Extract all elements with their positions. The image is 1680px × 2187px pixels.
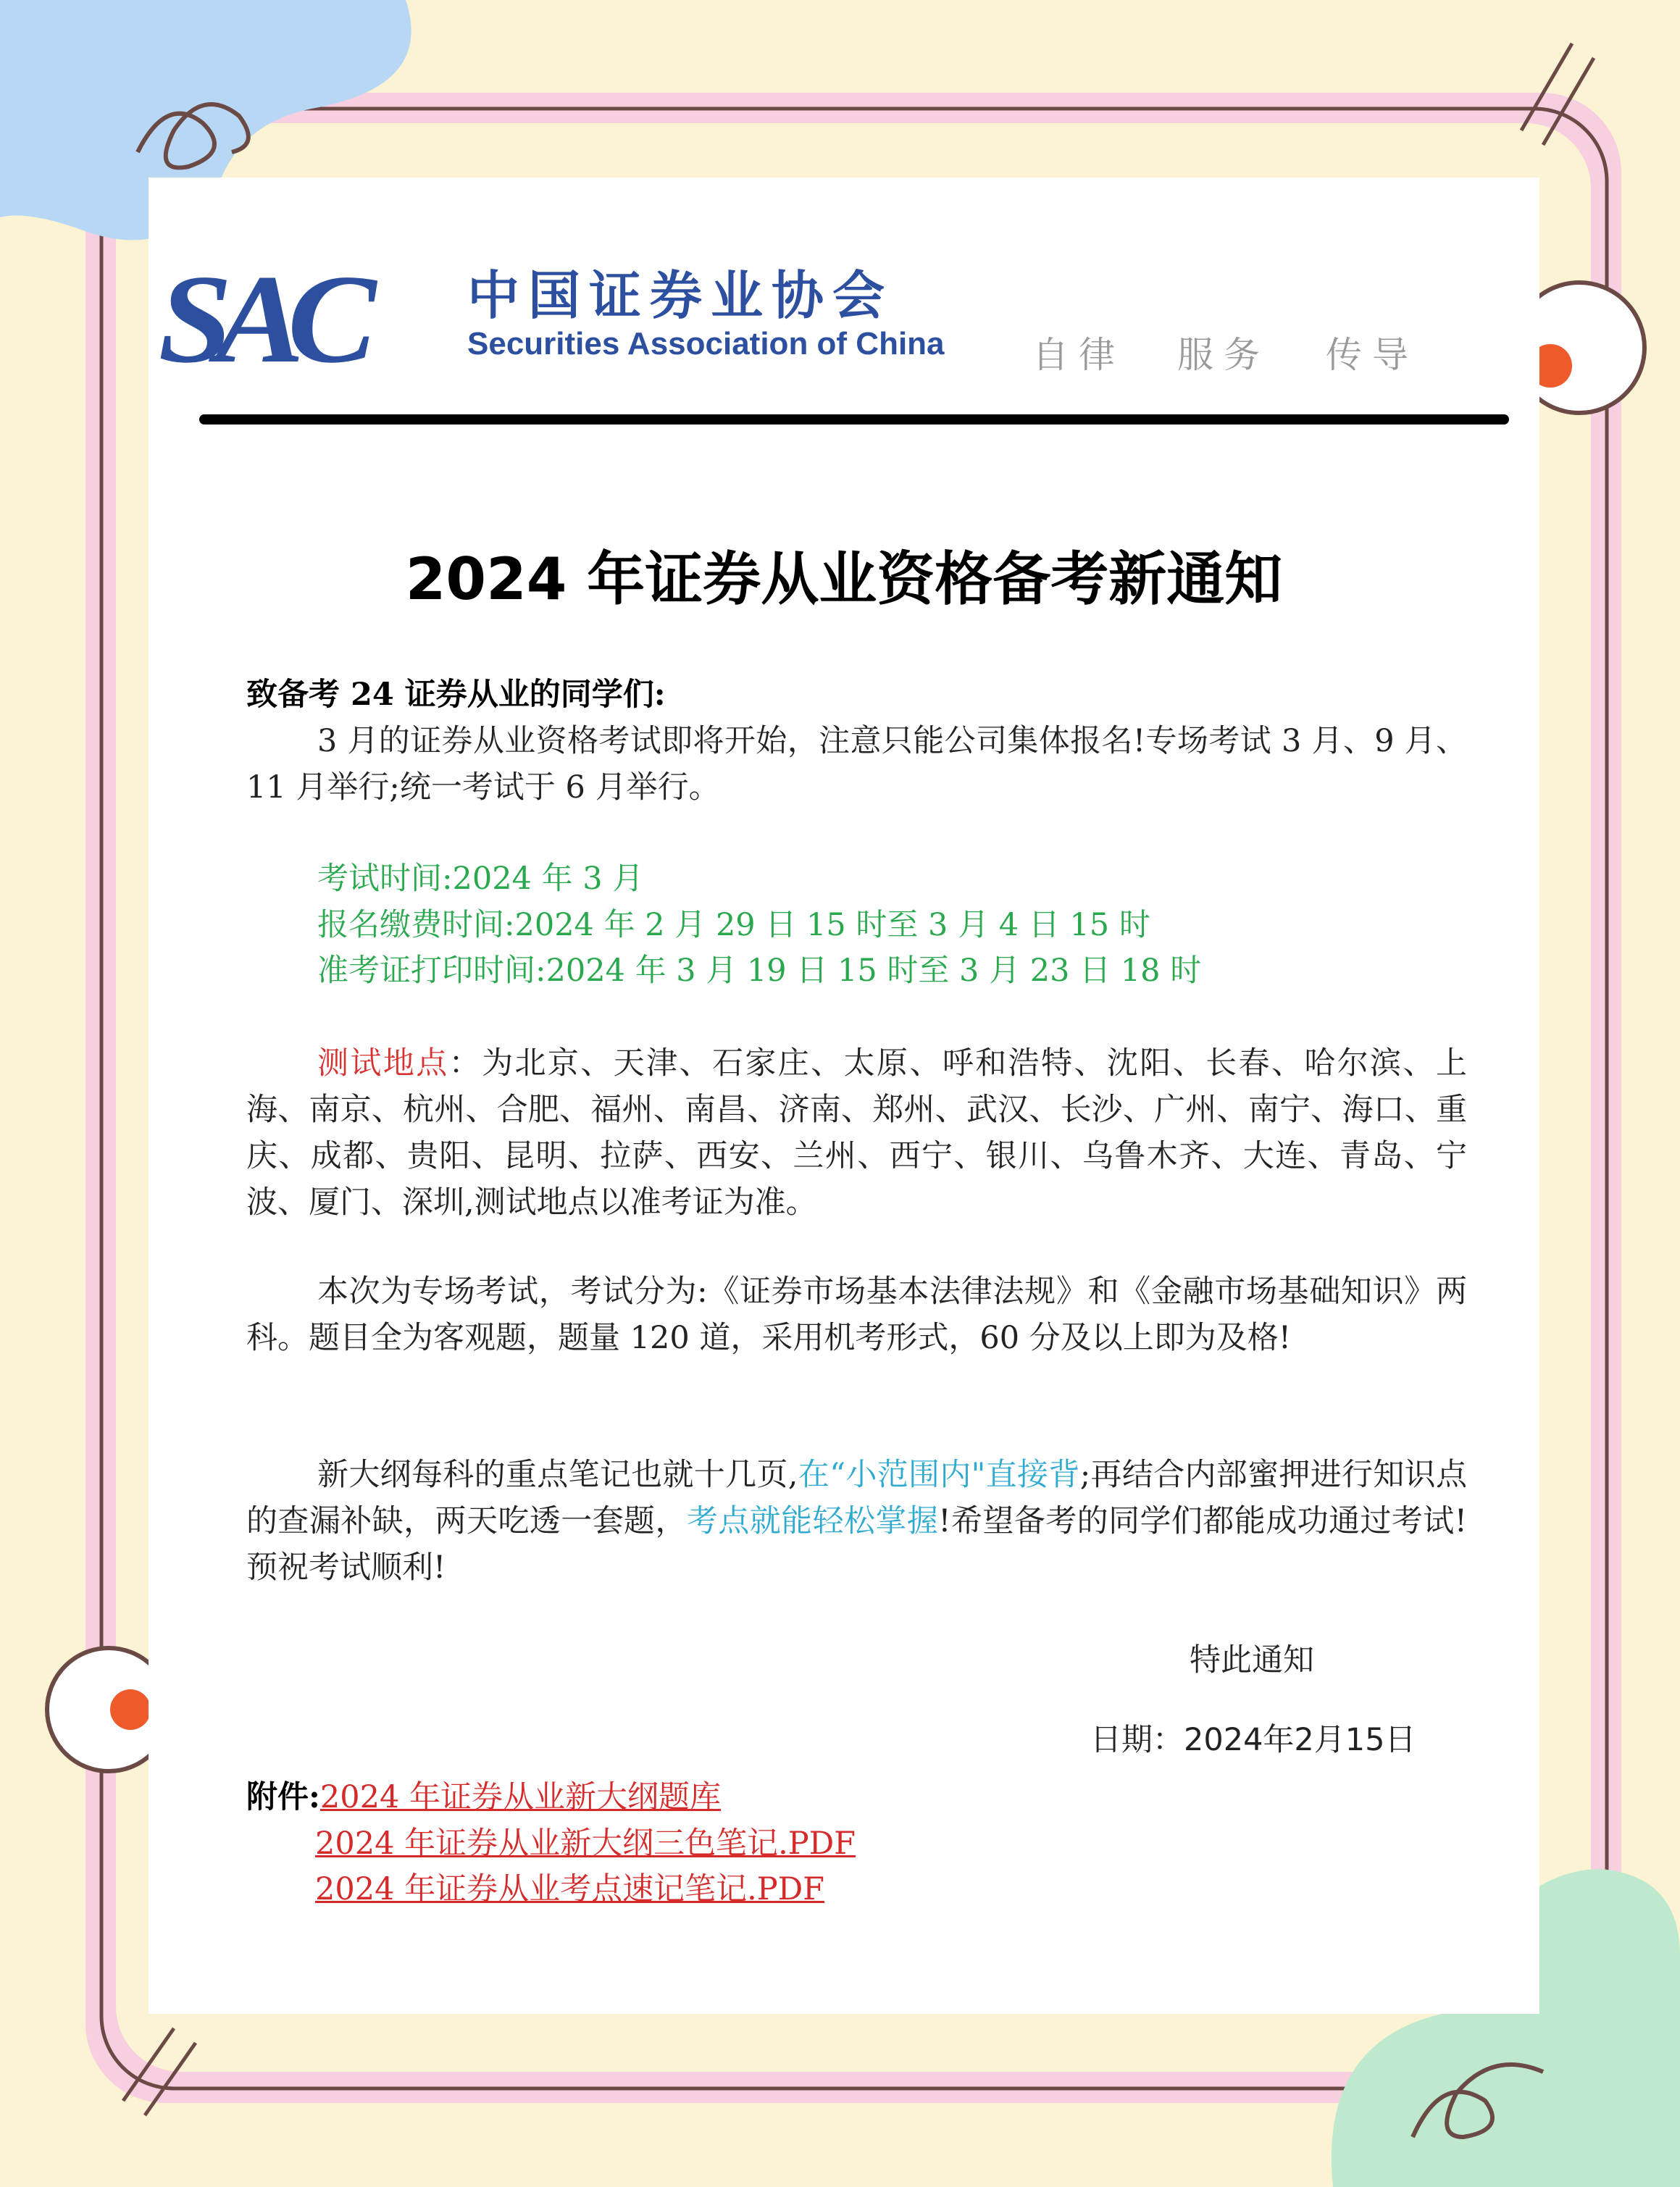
schedule-exam-time: 考试时间:2024 年 3 月: [317, 861, 644, 897]
notes-highlight: 在“小范围内"直接背: [798, 1457, 1080, 1493]
attachment-link-tricolor-notes[interactable]: 2024 年证券从业新大纲三色笔记.PDF: [315, 1826, 856, 1862]
schedule-admission-print-time: 准考证打印时间:2024 年 3 月 19 日 15 时至 3 月 23 日 18 时: [317, 953, 1202, 989]
greeting: 致备考 24 证券从业的同学们:: [246, 677, 666, 713]
logo-name-cn: 中国证券业协会: [467, 265, 894, 326]
schedule-registration-time: 报名缴费时间:2024 年 2 月 29 日 15 时至 3 月 4 日 15 时: [317, 907, 1150, 943]
header-divider: [199, 414, 1509, 425]
logo-name-en: Securities Association of China: [467, 326, 945, 361]
notes-text: ;再结合内部蜜押进行知识点的查漏补缺，两天吃透一套题，: [246, 1457, 1467, 1539]
motto-1: 自律: [1032, 334, 1125, 376]
attachment-link-question-bank[interactable]: 2024 年证券从业新大纲题库: [319, 1779, 721, 1815]
attachments-row: [315, 1820, 1536, 1867]
locations-label: 测试地点: [317, 1045, 449, 1082]
logo-abbr: SAC: [158, 248, 360, 389]
sign-off: 特此通知: [1190, 1642, 1314, 1678]
motto-2: 服务: [1177, 334, 1270, 376]
intro-paragraph: 3 月的证券从业资格考试即将开始，注意只能公司集体报名!专场考试 3 月、9 月、11 月举行;统一考试于 6 月举行。: [246, 723, 1467, 806]
notes-text: !希望备考的同学们都能成功通过考试!预祝考试顺利!: [246, 1503, 1468, 1586]
locations-paragraph: [246, 1040, 1467, 1226]
locations-text: ：为北京、天津、石家庄、太原、呼和浩特、沈阳、长春、哈尔滨、上海、南京、杭州、合肥、福州、南昌、济南、郑州、武汉、长沙、广州、南宁、海口、重庆、成都、贵阳、昆明、拉萨、西安、兰州、西宁、银川、乌鲁木齐、大连、青岛、宁波、厦门、深圳,测试地点以准考证为准。: [246, 1045, 1468, 1221]
notes-highlight: 考点就能轻松掌握: [686, 1503, 939, 1539]
page-title: 2024 年证券从业资格备考新通知: [405, 545, 1283, 613]
notes-text: 新大纲每科的重点笔记也就十几页,: [317, 1457, 798, 1493]
exam-info-paragraph: 本次为专场考试，考试分为:《证券市场基本法律法规》和《金融市场基础知识》两科。题目全为客观题，题量 120 道，采用机考形式，60 分及以上即为及格!: [246, 1274, 1467, 1356]
attachments-label: 附件:: [246, 1779, 320, 1815]
sac-logo: [158, 248, 1431, 389]
motto-3: 传导: [1326, 334, 1418, 376]
notes-paragraph: [246, 1452, 1467, 1591]
attachments: [246, 1774, 1467, 1820]
notice-date: 日期：2024年2月15日: [1090, 1722, 1416, 1758]
attachments-row: [315, 1866, 1536, 1912]
attachment-link-quick-notes[interactable]: 2024 年证券从业考点速记笔记.PDF: [315, 1871, 825, 1907]
